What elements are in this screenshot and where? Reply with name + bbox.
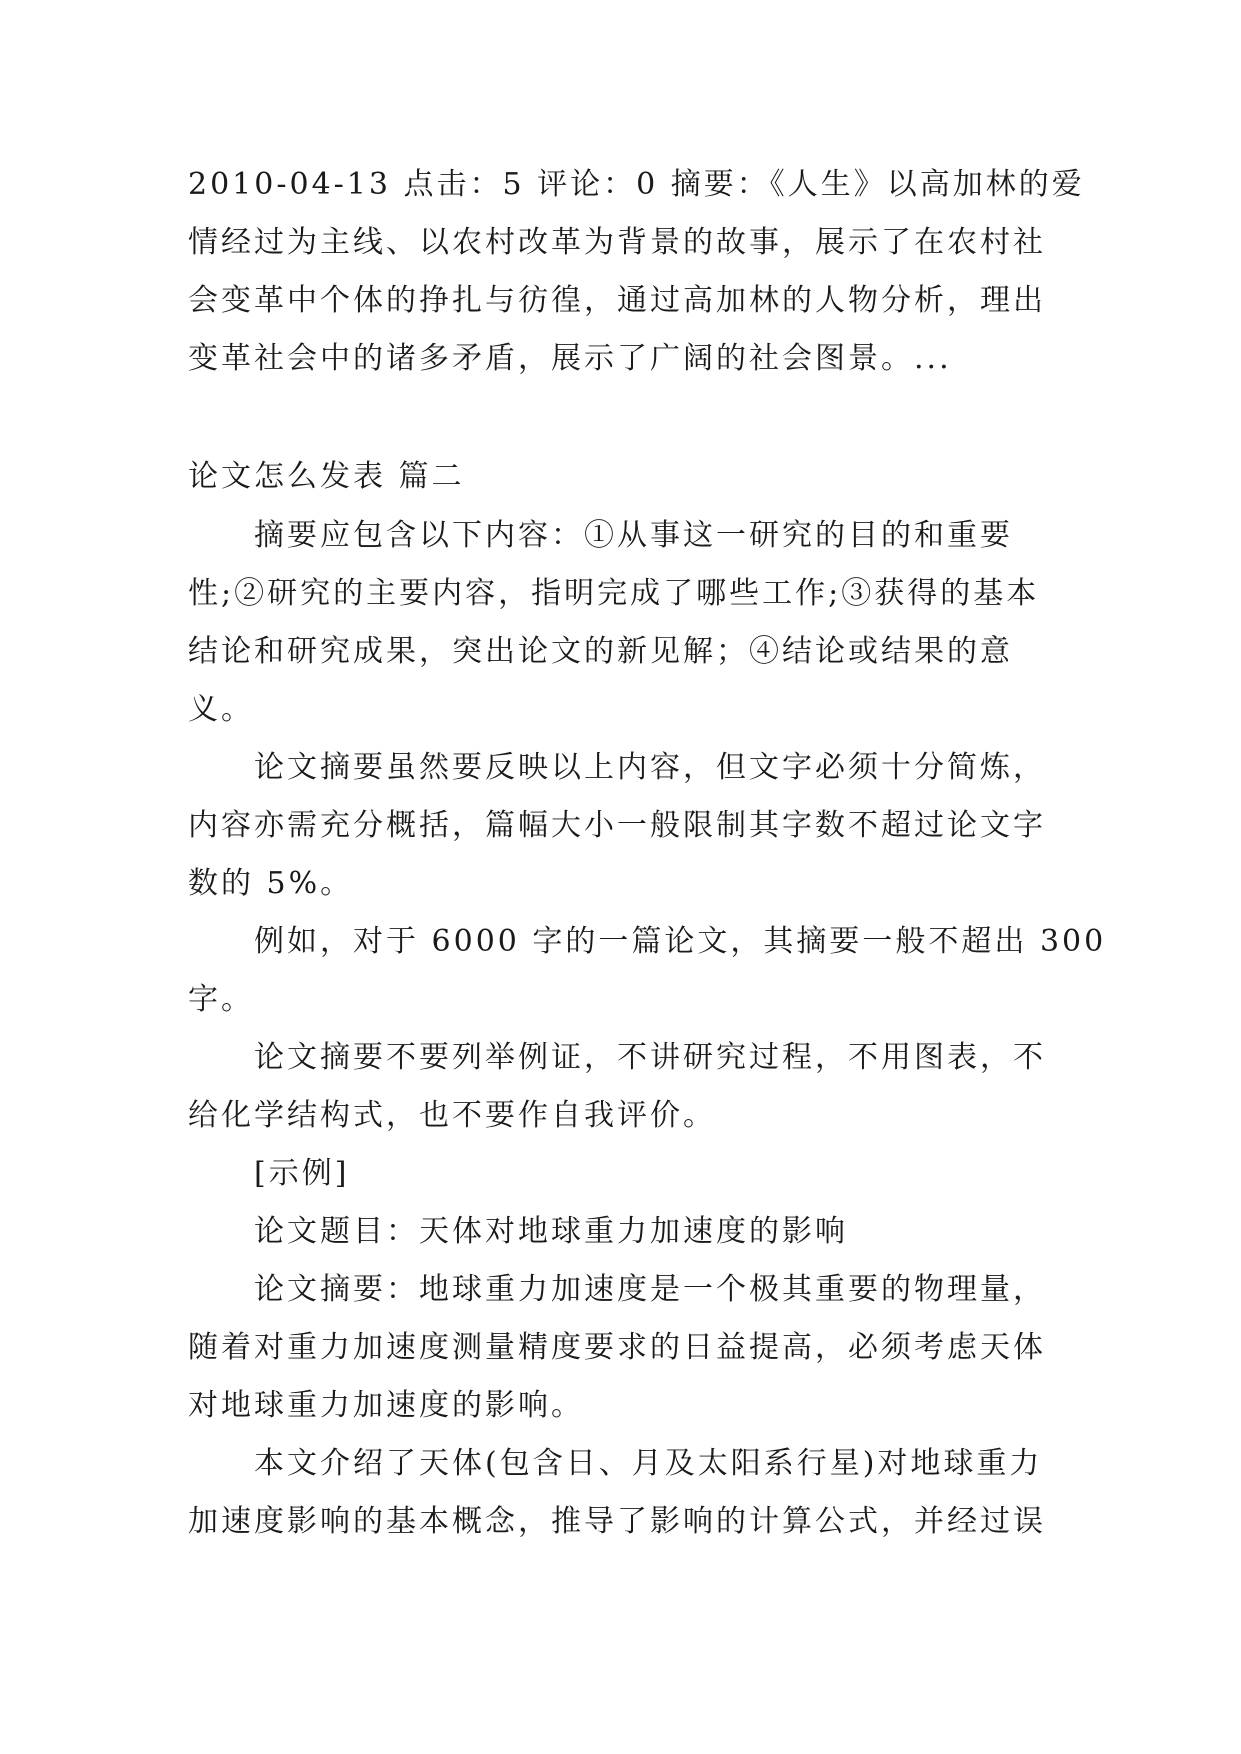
paragraph-line: 结论和研究成果，突出论文的新见解；④结论或结果的意: [188, 634, 1013, 669]
paragraph-line: 随着对重力加速度测量精度要求的日益提高，必须考虑天体: [188, 1330, 1046, 1365]
paragraph-line: 字。: [188, 982, 254, 1017]
paragraph-line: 内容亦需充分概括，篇幅大小一般限制其字数不超过论文字: [188, 808, 1046, 843]
paragraph-line: 论文摘要：地球重力加速度是一个极其重要的物理量，: [254, 1272, 1046, 1307]
paragraph-line: 摘要应包含以下内容：①从事这一研究的目的和重要: [254, 518, 1013, 553]
paragraph-line: [示例]: [254, 1156, 350, 1191]
paragraph: [188, 507, 1058, 739]
paragraph-line: 例如，对于 6000 字的一篇论文，其摘要一般不超出 300: [254, 924, 1107, 959]
intro-line: 变革社会中的诸多矛盾，展示了广阔的社会图景。...: [188, 341, 952, 376]
paragraph: [188, 1203, 1058, 1261]
intro-line: 情经过为主线、以农村改革为背景的故事，展示了在农村社: [188, 225, 1046, 260]
paragraph-line: 本文介绍了天体(包含日、月及太阳系行星)对地球重力: [254, 1446, 1043, 1481]
paragraph: [188, 1435, 1058, 1551]
paragraph-line: 给化学结构式，也不要作自我评价。: [188, 1098, 716, 1133]
paragraph-line: 加速度影响的基本概念，推导了影响的计算公式，并经过误: [188, 1504, 1046, 1539]
paragraph-line: 性;②研究的主要内容，指明完成了哪些工作;③获得的基本: [188, 576, 1040, 611]
intro-abstract: [188, 156, 1085, 388]
intro-line: 会变革中个体的挣扎与彷徨，通过高加林的人物分析，理出: [188, 283, 1046, 318]
paragraph: [188, 739, 1058, 913]
paragraph: [188, 1261, 1058, 1435]
paragraph: [188, 913, 1107, 1029]
paragraph: [188, 1029, 1058, 1145]
paragraph-line: 对地球重力加速度的影响。: [188, 1388, 584, 1423]
paragraph-line: 论文摘要不要列举例证，不讲研究过程，不用图表，不: [254, 1040, 1046, 1075]
paragraph-line: 数的 5%。: [188, 866, 354, 901]
intro-line: 2010-04-13 点击：5 评论：0 摘要：《人生》以高加林的爱: [188, 167, 1085, 202]
paragraph-line: 义。: [188, 692, 254, 727]
paragraph-line: 论文摘要虽然要反映以上内容，但文字必须十分简炼，: [254, 750, 1046, 785]
section-body: [188, 507, 1107, 1551]
paragraph-line: 论文题目：天体对地球重力加速度的影响: [254, 1214, 848, 1249]
section-title: 论文怎么发表 篇二: [188, 459, 465, 494]
paragraph: [188, 1145, 1058, 1203]
